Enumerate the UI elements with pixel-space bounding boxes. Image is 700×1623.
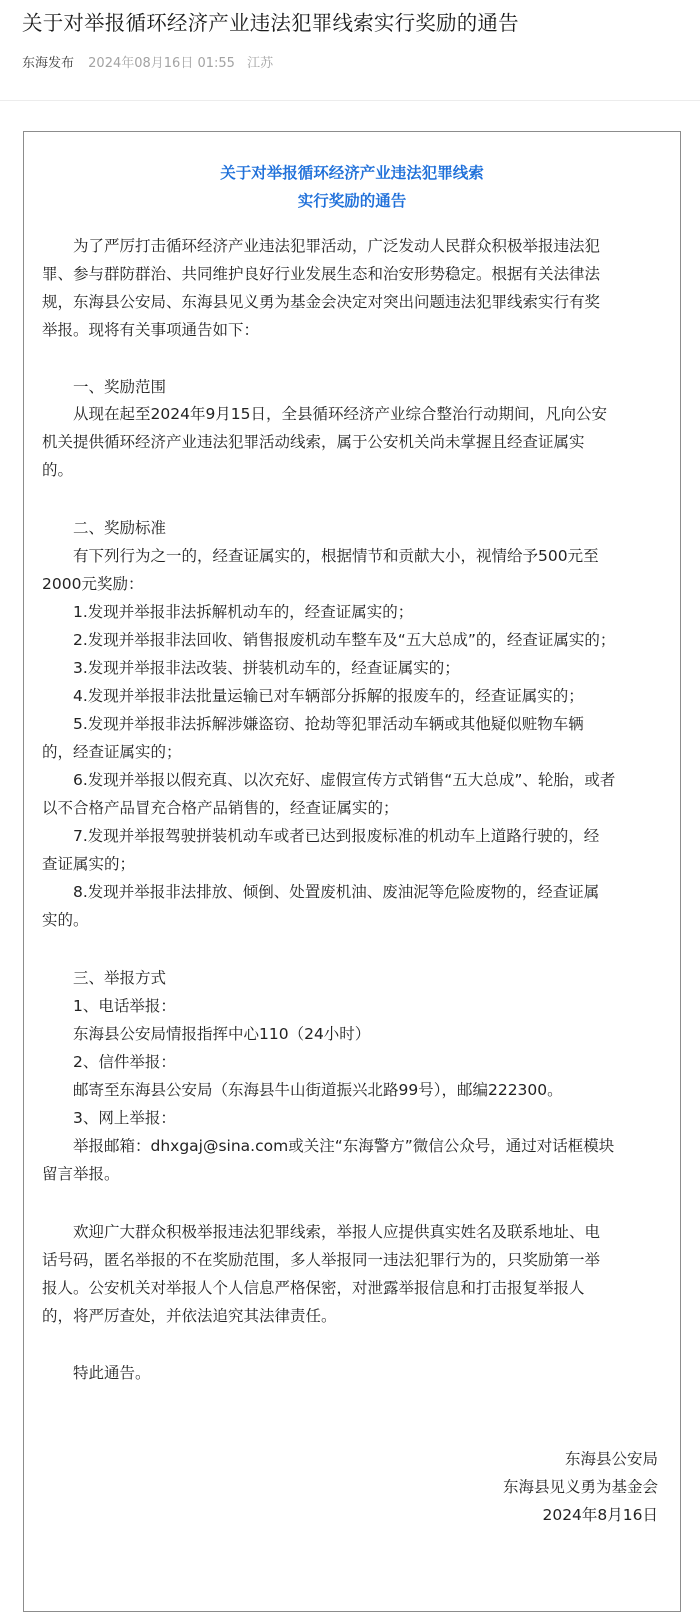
reward-item-7: 7.发现并举报驾驶拼装机动车或者已达到报废标准的机动车上道路行驶的，经 [42,827,600,845]
notice-heading-line-2: 实行奖励的通告 [297,192,407,210]
notice-line: 机关提供循环经济产业违法犯罪活动线索，属于公安机关尚未掌握且经查证属实 [42,433,585,451]
signature-foundation: 东海县见义勇为基金会 [502,1478,658,1496]
notice-line: 欢迎广大群众积极举报违法犯罪线索，举报人应提供真实姓名及联系地址、电 [42,1223,601,1241]
notice-image [23,131,681,1612]
reward-item-4: 4.发现并举报非法批量运输已对车辆部分拆解的报废车的，经查证属实的； [42,687,584,705]
notice-line: 以不合格产品冒充合格产品销售的，经查证属实的； [42,799,399,817]
method-online-label: 3、网上举报： [42,1109,176,1127]
notice-line: 罪、参与群防群治、共同维护良好行业发展生态和治安形势稳定。根据有关法律法 [42,265,601,283]
section-heading-scope: 一、奖励范围 [42,378,167,396]
publish-time: 2024年08月16日 01:55 [88,56,235,71]
reward-item-5: 5.发现并举报非法拆解涉嫌盗窃、抢劫等犯罪活动车辆或其他疑似赃物车辆 [42,715,584,733]
notice-line: 查证属实的； [42,855,136,873]
notice-line: 话号码，匿名举报的不在奖励范围，多人举报同一违法犯罪行为的，只奖励第一举 [42,1251,601,1269]
notice-heading-line-1: 关于对举报循环经济产业违法犯罪线索 [220,164,484,182]
article-header [22,8,682,73]
notice-line: 的，将严厉查处，并依法追究其法律责任。 [42,1307,337,1325]
publish-region: 江苏 [247,56,274,71]
header-divider [0,100,700,101]
section-heading-methods: 三、举报方式 [42,969,167,987]
method-online-detail: 举报邮箱：dhxgaj@sina.com或关注“东海警方”微信公众号，通过对话框模块 [42,1137,615,1155]
section-heading-standard: 二、奖励标准 [42,519,167,537]
signature-police: 东海县公安局 [564,1450,658,1468]
article-title: 关于对举报循环经济产业违法犯罪线索实行奖励的通告 [22,11,519,35]
method-phone-detail: 东海县公安局情报指挥中心110（24小时） [42,1025,371,1043]
notice-line: 为了严厉打击循环经济产业违法犯罪活动，广泛发动人民群众积极举报违法犯 [42,237,601,255]
notice-line: 报人。公安机关对举报人个人信息严格保密，对泄露举报信息和打击报复举报人 [42,1279,585,1297]
notice-line: 规，东海县公安局、东海县见义勇为基金会决定对突出问题违法犯罪线索实行有奖 [42,293,601,311]
closing-line: 特此通告。 [42,1364,151,1382]
signature-date: 2024年8月16日 [542,1506,658,1524]
notice-line: 从现在起至2024年9月15日，全县循环经济产业综合整治行动期间，凡向公安 [42,405,608,423]
notice-line: 的。 [42,461,74,479]
notice-line: 举报。现将有关事项通告如下： [42,321,260,339]
method-phone-label: 1、电话举报： [42,997,176,1015]
method-mail-detail: 邮寄至东海县公安局（东海县牛山街道振兴北路99号），邮编222300。 [42,1081,563,1099]
notice-line: 2000元奖励： [42,575,144,593]
notice-line: 的，经查证属实的； [42,743,182,761]
reward-item-2: 2.发现并举报非法回收、销售报废机动车整车及“五大总成”的，经查证属实的； [42,631,616,649]
reward-item-8: 8.发现并举报非法排放、倾倒、处置废机油、废油泥等危险废物的，经查证属 [42,883,600,901]
notice-line: 留言举报。 [42,1165,120,1183]
reward-item-6: 6.发现并举报以假充真、以次充好、虚假宣传方式销售“五大总成”、轮胎，或者 [42,771,616,789]
notice-line: 实的。 [42,911,89,929]
notice-line: 有下列行为之一的，经查证属实的，根据情节和贡献大小，视情给予500元至 [42,547,599,565]
method-mail-label: 2、信件举报： [42,1053,176,1071]
reward-item-3: 3.发现并举报非法改装、拼装机动车的，经查证属实的； [42,659,460,677]
reward-item-1: 1.发现并举报非法拆解机动车的，经查证属实的； [42,603,414,621]
article-meta [22,55,682,73]
source-account[interactable]: 东海发布 [22,56,75,71]
